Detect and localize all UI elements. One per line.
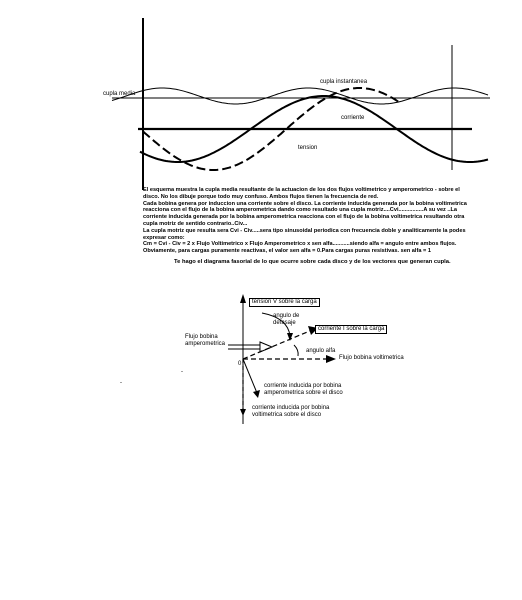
corriente-voltimetrica-label: corriente inducida por bobina voltimetrica sobre el disco — [252, 405, 330, 418]
cupla-instantanea-curve — [112, 88, 488, 104]
stray-mark-2: - — [181, 369, 183, 375]
explanation-text — [143, 187, 473, 255]
corriente-voltimetrica-arrowhead — [240, 409, 246, 416]
corriente-amperometrica-label: corriente inducida por bobina amperometrica sobre el disco — [264, 383, 343, 396]
cupla-media-label: cupla media — [103, 91, 136, 97]
explanation-p5: Te hago el diagrama fasorial de lo que ocurre sobre cada disco y de los vectores que generan cupla. — [174, 259, 451, 265]
corriente-amperometrica-vector — [243, 359, 257, 393]
tension-carga-box: tension V sobre la carga — [249, 298, 320, 307]
explanation-p1: El esquema muestra la cupla media resultante de la actuacion de los dos flujos voltimetrico y amperometrico - sobre el disco. No los dibuje porque todo muy confuso. Ambos flujos tienen la frecuencia de red. — [143, 187, 460, 200]
explanation-p4: Cm = Cvi - Civ = 2 x Flujo Voltimetrico x Flujo Amperometrico x sen alfa...........siendo alfa = angulo entre ambos flujos. Obviamente, para cargas puramente reactivas, el valor sen alfa = 0.Para cargas puras resistivas. sen alfa = 1 — [143, 241, 457, 255]
angulo-alfa-label: angulo alfa — [306, 348, 336, 354]
stray-mark-1: - — [120, 380, 122, 386]
flujo-voltimetrica-arrowhead — [326, 355, 336, 363]
flujo-amperometrica-label: Flujo bobina amperometrica — [185, 334, 226, 347]
corriente-carga-box: corriente I sobre la carga — [315, 325, 387, 334]
tension-label: tension — [298, 145, 318, 151]
cupla-instantanea-label: cupla instantanea — [320, 79, 368, 85]
corriente-label: corriente — [341, 115, 365, 121]
corriente-amperometrica-arrowhead — [253, 390, 260, 398]
explanation-p3: La cupla motriz que resulta sera Cvi - Civ.....sera tipo sinusoidal periodica con frecuencia doble y analiticamente la podes expresar como: — [143, 227, 466, 241]
flujo-voltimetrica-label: Flujo bobina voltimetrica — [339, 355, 404, 361]
angulo-defasaje-label: angulo de defasaje — [273, 313, 300, 326]
explanation-p2: Cada bobina genera por induccion una corriente sobre el disco. La corriente inducida generada por la bobina voltimetrica reacciona con el flujo de la bobina amperometrica dando como resultado una cupla motriz....Cvi................A su vez ..La corriente inducida generada por la bobina amperometrica reacciona con el flujo de la bobina voltimetrica resultando otra cupla motriz de sentido contrario..Civ... — [143, 200, 467, 227]
angulo-alfa-arc — [294, 345, 298, 356]
phasor-vertical-arrowhead — [240, 294, 246, 303]
phasor-origin-label: 0 — [238, 361, 242, 367]
